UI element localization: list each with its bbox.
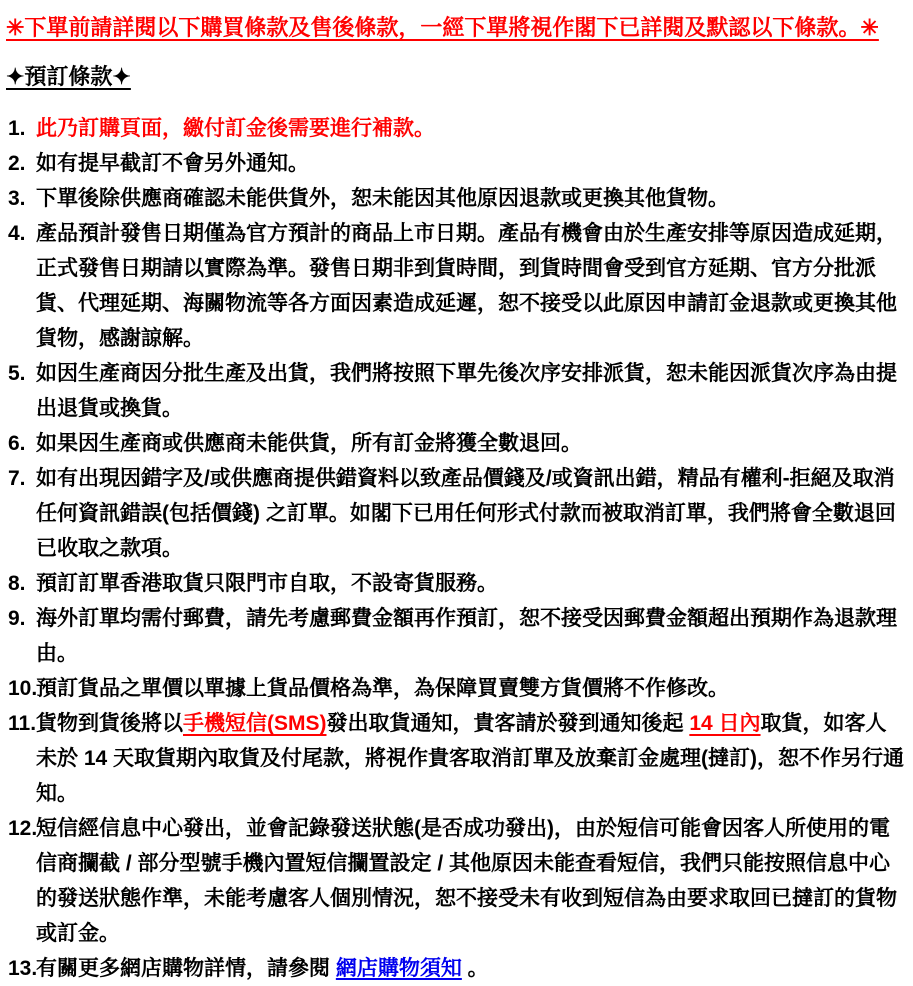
item-number: 7.: [8, 467, 26, 490]
list-item: [6, 111, 905, 146]
item-text: [36, 356, 905, 426]
item-number: 4.: [8, 222, 26, 245]
text-segment: 預訂貨品之單價以單據上貨品價格為準，為保障買賣雙方貨價將不作修改。: [36, 677, 729, 700]
list-item: [6, 951, 905, 986]
text-segment: 如果因生產商或供應商未能供貨，所有訂金將獲全數退回。: [36, 432, 582, 455]
list-item: [6, 566, 905, 601]
list-item: [6, 146, 905, 181]
item-text: [36, 461, 905, 566]
item-text: [36, 566, 905, 601]
item-text: [36, 811, 905, 951]
text-segment: 下單後除供應商確認未能供貨外，恕未能因其他原因退款或更換其他貨物。: [36, 187, 729, 210]
list-item: [6, 426, 905, 461]
item-text: [36, 601, 905, 671]
text-segment: 此乃訂購頁面，繳付訂金後需要進行補款。: [36, 117, 435, 140]
preorder-terms-title: ✦預訂條款✦: [6, 64, 131, 89]
text-segment: 14 日內: [689, 712, 761, 735]
list-item: [6, 671, 905, 706]
item-number: 12.: [8, 817, 38, 840]
list-item: [6, 181, 905, 216]
item-text: [36, 146, 905, 181]
text-segment: 如因生產商因分批生產及出貨，我們將按照下單先後次序安排派貨，恕未能因派貨次序為由提出退貨或換貨。: [36, 362, 897, 420]
terms-list: [6, 111, 905, 986]
item-text: [36, 216, 905, 356]
item-number: 11.: [8, 712, 37, 735]
text-segment: 海外訂單均需付郵費，請先考慮郵費金額再作預訂，恕不接受因郵費金額超出預期作為退款理由。: [36, 607, 897, 665]
list-item: [6, 811, 905, 951]
text-segment: 產品預計發售日期僅為官方預計的商品上市日期。產品有機會由於生產安排等原因造成延期，正式發售日期請以實際為準。發售日期非到貨時間，到貨時間會受到官方延期、官方分批派貨、代理延期、海關物流等各方面因素造成延遲，恕不接受以此原因申請訂金退款或更換其他貨物，感謝諒解。: [36, 222, 897, 350]
text-segment: 如有出現因錯字及/或供應商提供錯資料以致產品價錢及/或資訊出錯，精品有權利-拒絕及取消任何資訊錯誤(包括價錢) 之訂單。如閣下已用任何形式付款而被取消訂單，我們將會全數退回已收取之款項。: [36, 467, 896, 560]
shop-guide-link[interactable]: 網店購物須知: [335, 957, 462, 980]
item-text: [36, 671, 905, 706]
list-item: [6, 216, 905, 356]
list-item: [6, 461, 905, 566]
item-number: 6.: [8, 432, 26, 455]
item-number: 10.: [8, 677, 38, 700]
item-number: 1.: [8, 117, 26, 140]
text-segment: 有關更多網店購物詳情，請參閱: [36, 957, 336, 980]
item-text: [36, 111, 905, 146]
text-segment: 發出取貨通知，貴客請於發到通知後起: [326, 712, 690, 735]
item-text: [36, 426, 905, 461]
item-number: 5.: [8, 362, 26, 385]
text-segment: 短信經信息中心發出，並會記錄發送狀態(是否成功發出)，由於短信可能會因客人所使用的電信商攔截 / 部分型號手機內置短信攔置設定 / 其他原因未能查看短信，我們只能按照信息中心的發送狀態作準，未能考慮客人個別情況，恕不接受未有收到短信為由要求取回已撻訂的貨物或訂金。: [36, 817, 897, 945]
item-number: 8.: [8, 572, 26, 595]
item-number: 2.: [8, 152, 26, 175]
item-number: 13.: [8, 957, 38, 980]
text-segment: 。: [461, 957, 489, 980]
text-segment: 預訂訂單香港取貨只限門市自取，不設寄貨服務。: [36, 572, 498, 595]
item-text: [36, 951, 905, 986]
item-text: [36, 706, 905, 811]
item-number: 3.: [8, 187, 26, 210]
text-segment: 如有提早截訂不會另外通知。: [36, 152, 309, 175]
text-segment: 取貨，如客人未於 14 天取貨期內取貨及付尾款，將視作貴客取消訂單及放棄訂金處理(撻訂)，恕不作另行通知。: [36, 712, 905, 805]
purchase-warning-header: ✳下單前請詳閱以下購買條款及售後條款，一經下單將視作閣下已詳閱及默認以下條款。✳: [6, 15, 879, 40]
item-number: 9.: [8, 607, 26, 630]
text-segment: 手機短信(SMS): [183, 712, 327, 735]
text-segment: 貨物到貨後將以: [36, 712, 183, 735]
list-item: [6, 706, 905, 811]
list-item: [6, 601, 905, 671]
list-item: [6, 356, 905, 426]
item-text: [36, 181, 905, 216]
